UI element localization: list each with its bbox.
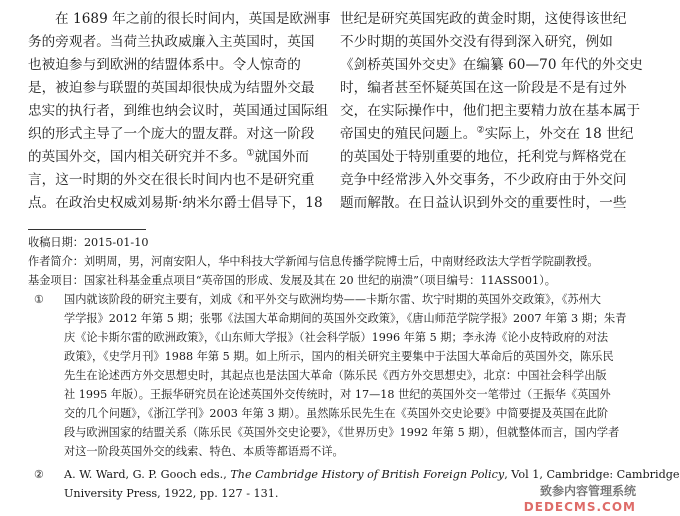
footnotes-section bbox=[28, 233, 680, 503]
body-line: 言，这一时期的外交在很长时间内也不是研究重 bbox=[28, 172, 315, 188]
footnote-2-marker: ② bbox=[34, 468, 45, 481]
footnote-line: 政策》，《史学月刊》1988 年第 5 期。如上所示，国内的相关研究主要集中于法国大革命后的英国外交，陈乐民 bbox=[64, 350, 614, 363]
body-line: 忠实的执行者，到维也纳会议时，英国通过国际组 bbox=[28, 103, 329, 119]
citation-authors: A. W. Ward, G. P. Gooch eds., bbox=[64, 468, 231, 481]
left-text-column bbox=[28, 8, 331, 215]
body-line: 题而解散。在日益认识到外交的重要性时，一些 bbox=[340, 195, 627, 211]
footnote-line: 庆《论卡斯尔雷的欧洲政策》，《山东师大学报》（社会科学版）1996 年第 5 期；李永涛《论小皮特政府的对法 bbox=[64, 331, 609, 344]
body-line: 世纪是研究英国宪政的黄金时期，这使得该世纪 bbox=[340, 11, 627, 27]
footnote-divider bbox=[28, 229, 146, 230]
body-line-with-footnote bbox=[340, 123, 636, 146]
body-line: 交，在实际操作中，他们把主要精力放在基本属于 bbox=[340, 103, 641, 119]
footnote-line: University Press, 1922, pp. 127 - 131. bbox=[64, 487, 279, 500]
fund-info: 基金项目：国家社科基金重点项目“英帝国的形成、发展及其在 20 世纪的崩溃”（项目编号：11ASS001）。 bbox=[28, 274, 556, 287]
body-line: 点。在政治史权威刘易斯·纳米尔爵士倡导下，18 bbox=[28, 195, 323, 211]
citation-publisher: , Vol 1, Cambridge: Cambridge bbox=[504, 468, 680, 481]
author-bio: 作者简介：刘明周，男，河南安阳人，华中科技大学新闻与信息传播学院博士后，中南财经政法大学哲学院副教授。 bbox=[28, 255, 599, 268]
body-line: 《剑桥英国外交史》在编纂 60—70 年代的外交史 bbox=[340, 57, 643, 73]
body-line: 的英国处于特别重要的地位，托利党与辉格党在 bbox=[340, 149, 627, 165]
footnote-line: 学学报》2012 年第 5 期；张鄂《法国大革命期间的英国外交政策》，《唐山师范学院学报》2007 年第 3 期；朱青 bbox=[64, 312, 627, 325]
body-line: 也被迫参与到欧洲的结盟体系中。令人惊奇的 bbox=[28, 57, 301, 73]
body-line: 不少时期的英国外交没有得到深入研究，例如 bbox=[340, 34, 613, 50]
body-line-with-footnote bbox=[28, 146, 318, 169]
body-line: 是，被迫参与联盟的英国却很快成为结盟外交最 bbox=[28, 80, 315, 96]
footnote-1 bbox=[28, 290, 640, 461]
body-line: 时，编者甚至怀疑英国在这一阶段是不是有过外 bbox=[340, 80, 627, 96]
body-line: 织的形式主导了一个庞大的盟友群。对这一阶段 bbox=[28, 126, 315, 142]
body-line-tail: 就国外而 bbox=[254, 149, 310, 165]
footnote-line: 国内就该阶段的研究主要有，刘成《和平外交与欧洲均势——卡斯尔雷、坎宁时期的英国外交政策》，《苏州大 bbox=[64, 293, 601, 306]
footnote-1-marker: ① bbox=[34, 293, 45, 306]
body-line-tail: 实际上，外交在 18 世纪 bbox=[484, 126, 634, 142]
footnote-line: 对这一阶段英国外交的线索、特色、本质等都语焉不详。 bbox=[64, 445, 344, 458]
watermark-text: 致参内容管理系统 bbox=[539, 484, 636, 498]
body-line-text: 帝国史的殖民问题上。 bbox=[340, 126, 477, 142]
footnote-line: 交的几个问题》，《浙江学刊》2003 年第 3 期）。虽然陈乐民先生在《英国外交史论要》中简要提及英国在此阶 bbox=[64, 407, 609, 420]
watermark-url: DEDECMS.COM bbox=[523, 500, 636, 514]
footnote-line: 先生在论述西方外交思想史时，其起点也是法国大革命（陈乐民《西方外交思想史》，北京：中国社会科学出版 bbox=[64, 369, 607, 382]
footnote-line: 社 1995 年版）。王振华研究员在论述英国外交传统时，对 17—18 世纪的英国外交一笔带过（王振华《英国外 bbox=[64, 388, 611, 401]
citation-title: The Cambridge History of British Foreign Policy bbox=[230, 468, 505, 481]
received-date: 收稿日期：2015-01-10 bbox=[28, 236, 149, 249]
body-line: 在 1689 年之前的很长时间内，英国是欧洲事 bbox=[55, 11, 331, 27]
body-line-text: 的英国外交，国内相关研究并不多。 bbox=[28, 149, 247, 165]
footnote-ref-2[interactable]: ② bbox=[476, 125, 485, 136]
footnote-ref-1[interactable]: ① bbox=[246, 148, 255, 159]
body-line: 竞争中经常涉入外交事务，不少政府由于外交问 bbox=[340, 172, 627, 188]
body-line: 务的旁观者。当荷兰执政威廉入主英国时，英国 bbox=[28, 34, 315, 50]
footnote-line: 段与欧洲国家的结盟关系（陈乐民《英国外交史论要》，《世界历史》1992 年第 5 期），但就整体而言，国内学者 bbox=[64, 426, 620, 439]
right-text-column bbox=[340, 8, 643, 215]
